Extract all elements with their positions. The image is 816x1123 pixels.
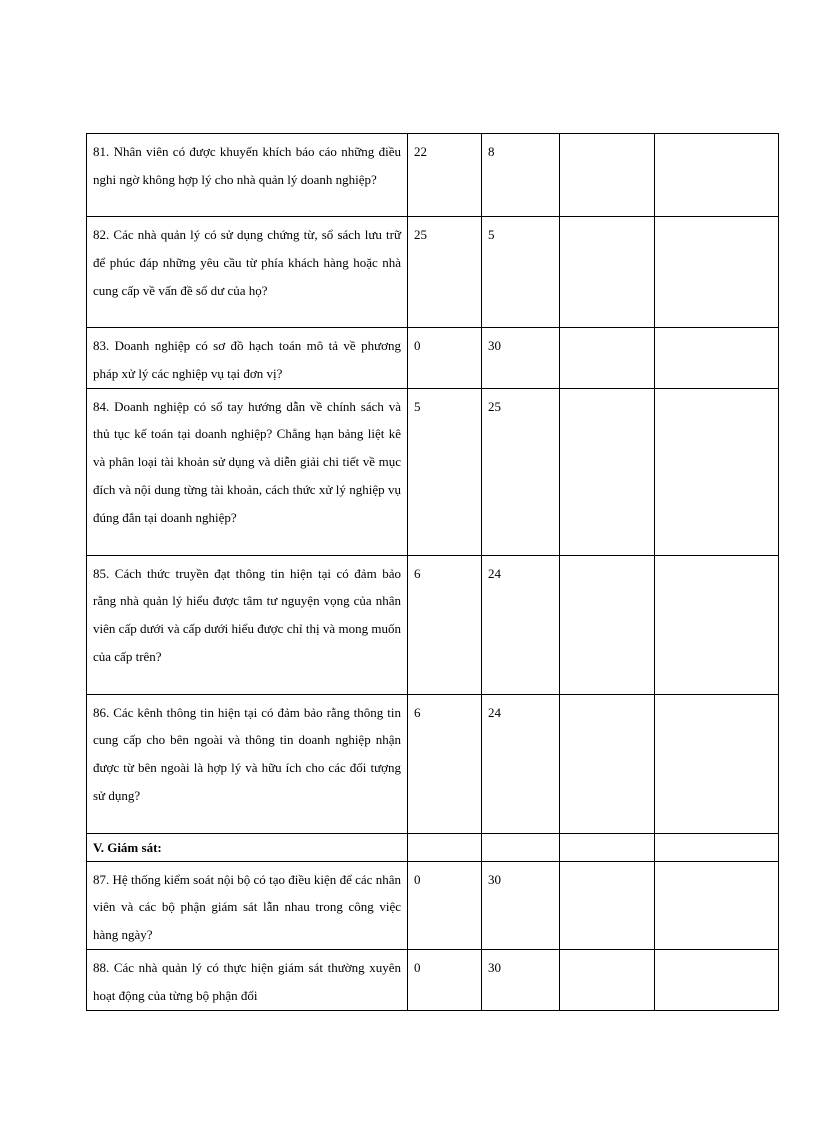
table-row — [87, 217, 779, 328]
table-row — [87, 328, 779, 389]
count-yes: 25 — [408, 217, 482, 328]
count-yes: 5 — [408, 388, 482, 555]
empty-cell — [655, 861, 779, 949]
question-text: 81. Nhân viên có được khuyến khích báo cáo những điều nghi ngờ không hợp lý cho nhà quản lý doanh nghiệp? — [87, 134, 408, 217]
count-yes: 6 — [408, 694, 482, 833]
empty-cell — [655, 833, 779, 861]
count-no: 30 — [482, 949, 560, 1010]
section-row — [87, 833, 779, 861]
question-text: 88. Các nhà quản lý có thực hiện giám sát thường xuyên hoạt động của từng bộ phận đối — [87, 949, 408, 1010]
count-no: 25 — [482, 388, 560, 555]
table-row — [87, 694, 779, 833]
empty-cell — [655, 694, 779, 833]
empty-cell — [560, 694, 655, 833]
section-heading: V. Giám sát: — [87, 833, 408, 861]
count-yes: 0 — [408, 328, 482, 389]
empty-cell — [655, 388, 779, 555]
empty-cell — [560, 388, 655, 555]
count-no: 24 — [482, 694, 560, 833]
question-text: 82. Các nhà quản lý có sử dụng chứng từ, sổ sách lưu trữ để phúc đáp những yêu cầu từ phía khách hàng hoặc nhà cung cấp về vấn đề số dư của họ? — [87, 217, 408, 328]
empty-cell — [655, 949, 779, 1010]
count-yes: 6 — [408, 555, 482, 694]
question-text: 87. Hệ thống kiểm soát nội bộ có tạo điều kiện để các nhân viên và các bộ phận giám sát lẫn nhau trong công việc hàng ngày? — [87, 861, 408, 949]
count-no: 5 — [482, 217, 560, 328]
empty-cell — [560, 949, 655, 1010]
table-row — [87, 861, 779, 949]
table-row — [87, 949, 779, 1010]
empty-cell — [655, 134, 779, 217]
question-text: 83. Doanh nghiệp có sơ đồ hạch toán mô tả về phương pháp xử lý các nghiệp vụ tại đơn vị? — [87, 328, 408, 389]
empty-cell — [408, 833, 482, 861]
table-row — [87, 388, 779, 555]
count-yes: 0 — [408, 949, 482, 1010]
empty-cell — [482, 833, 560, 861]
question-text: 84. Doanh nghiệp có sổ tay hướng dẫn về chính sách và thủ tục kế toán tại doanh nghiệp? Chẳng hạn bảng liệt kê và phân loại tài khoản sử dụng và diễn giải chi tiết về mục đích và nội dung từng tài khoản, cách thức xử lý nghiệp vụ đúng đắn tại doanh nghiệp? — [87, 388, 408, 555]
empty-cell — [655, 555, 779, 694]
count-no: 30 — [482, 861, 560, 949]
count-no: 8 — [482, 134, 560, 217]
count-no: 30 — [482, 328, 560, 389]
question-text: 85. Cách thức truyền đạt thông tin hiện tại có đảm bảo rằng nhà quản lý hiểu được tâm tư nguyện vọng của nhân viên cấp dưới và cấp dưới hiểu được chỉ thị và mong muốn của cấp trên? — [87, 555, 408, 694]
empty-cell — [560, 328, 655, 389]
table-row — [87, 134, 779, 217]
count-no: 24 — [482, 555, 560, 694]
empty-cell — [560, 134, 655, 217]
table-row — [87, 555, 779, 694]
empty-cell — [560, 217, 655, 328]
empty-cell — [655, 217, 779, 328]
empty-cell — [560, 861, 655, 949]
count-yes: 22 — [408, 134, 482, 217]
empty-cell — [655, 328, 779, 389]
empty-cell — [560, 833, 655, 861]
count-yes: 0 — [408, 861, 482, 949]
question-text: 86. Các kênh thông tin hiện tại có đảm bảo rằng thông tin cung cấp cho bên ngoài và thông tin doanh nghiệp nhận được từ bên ngoài là hợp lý và hữu ích cho các đối tượng sử dụng? — [87, 694, 408, 833]
survey-table — [86, 133, 779, 1011]
empty-cell — [560, 555, 655, 694]
